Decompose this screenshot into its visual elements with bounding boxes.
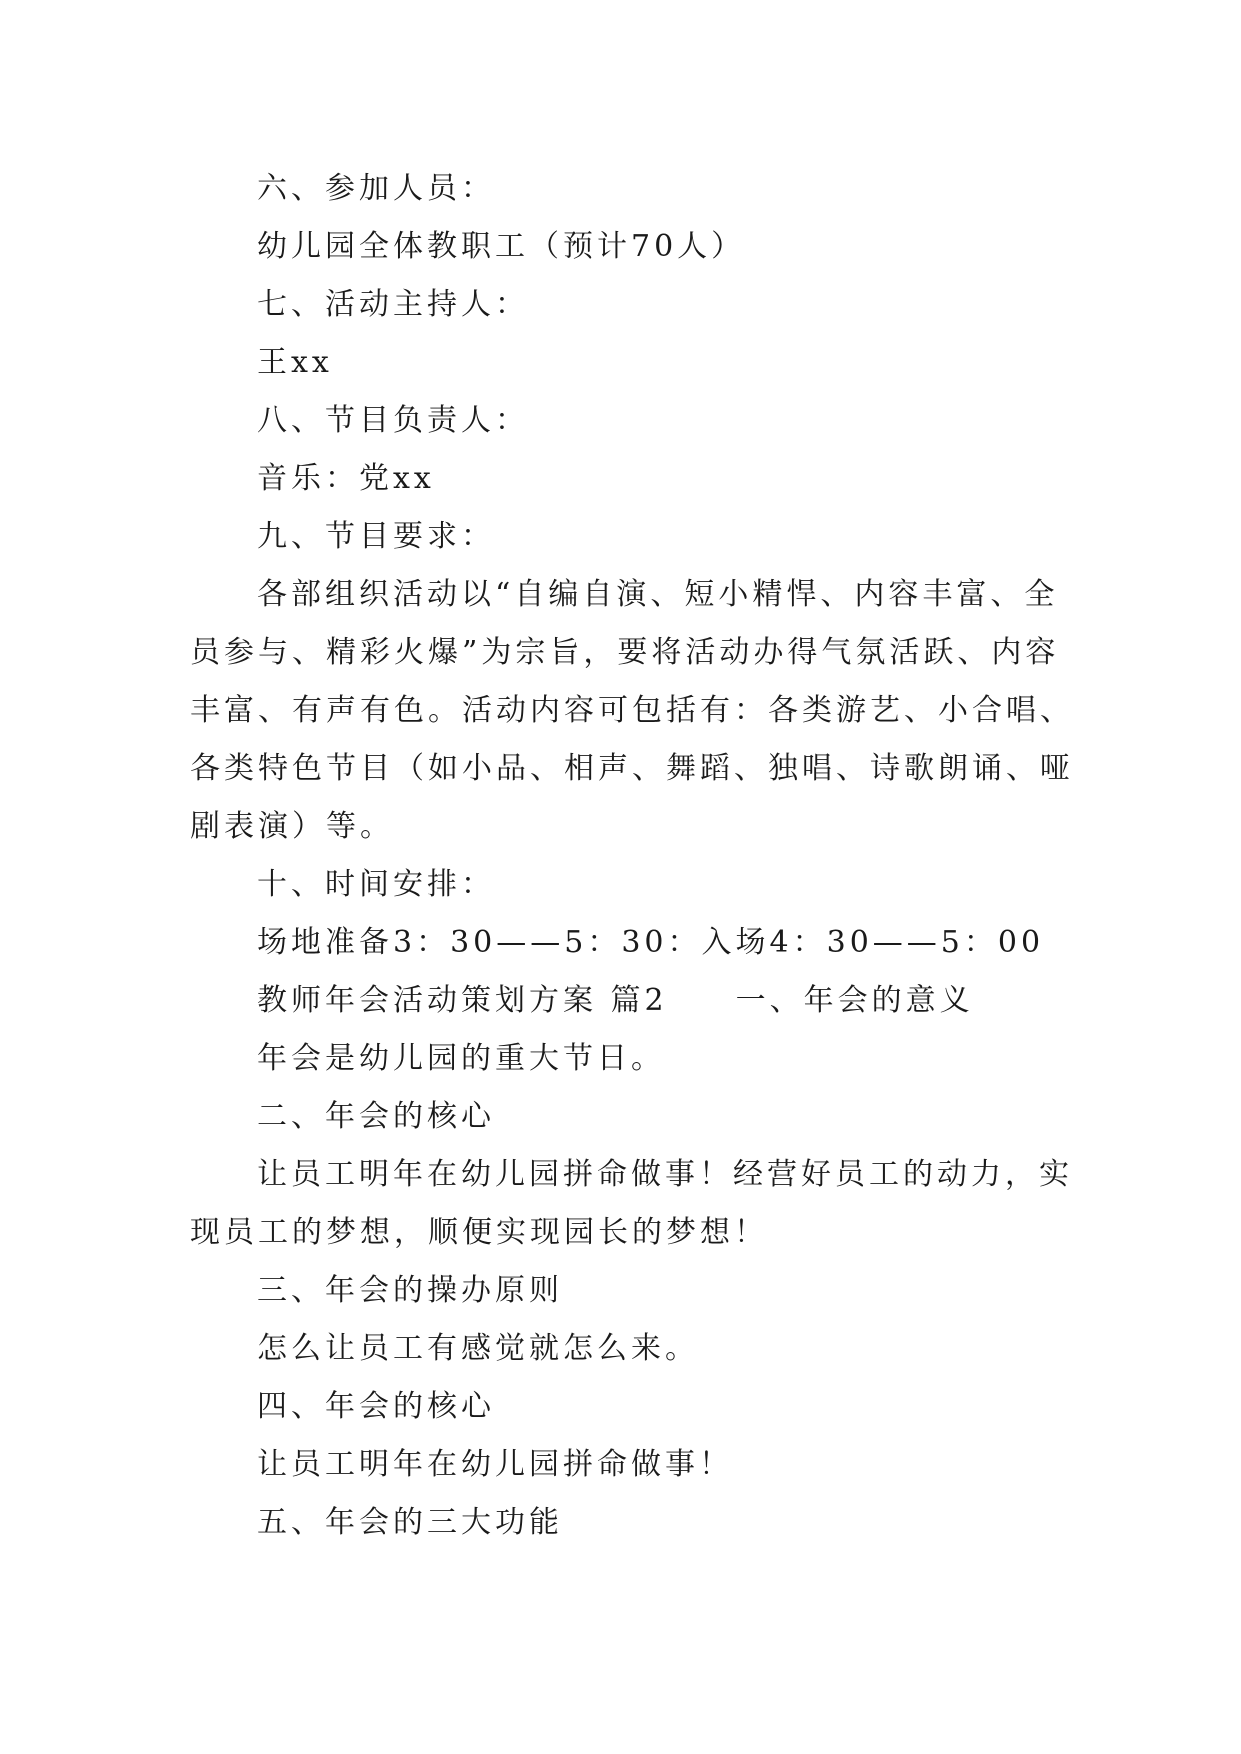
paragraph-line: 各部组织活动以“自编自演、短小精悍、内容丰富、全 <box>257 577 1059 612</box>
document-page <box>190 160 1074 1552</box>
paragraph-line: 丰富、有声有色。活动内容可包括有：各类游艺、小合唱、 <box>190 693 1074 728</box>
section-heading-schedule: 十、时间安排： <box>257 867 495 902</box>
schedule-text: 场地准备3：30——5：30：入场4：30——5：00 <box>257 925 1045 960</box>
section-heading-functions: 五、年会的三大功能 <box>257 1505 563 1540</box>
core-paragraph <box>190 1146 1073 1262</box>
paragraph-line: 现员工的梦想，顺便实现园长的梦想！ <box>190 1215 768 1250</box>
section-heading-principles: 三、年会的操办原则 <box>257 1273 563 1308</box>
paragraph-line: 员参与、精彩火爆”为宗旨，要将活动办得气氛活跃、内容 <box>190 635 1060 670</box>
paragraph-line: 让员工明年在幼儿园拼命做事！经营好员工的动力，实 <box>257 1157 1073 1192</box>
principles-text: 怎么让员工有感觉就怎么来。 <box>257 1331 699 1366</box>
section-heading-program-lead: 八、节目负责人： <box>257 403 529 438</box>
core-text-2: 让员工明年在幼儿园拼命做事！ <box>257 1447 733 1482</box>
participants-text: 幼儿园全体教职工（预计70人） <box>257 229 746 264</box>
section-heading-participants: 六、参加人员： <box>257 171 495 206</box>
section-heading-program-requirements: 九、节目要求： <box>257 519 495 554</box>
meaning-text: 年会是幼儿园的重大节日。 <box>257 1041 665 1076</box>
section-heading-host: 七、活动主持人： <box>257 287 529 322</box>
section-heading-core: 二、年会的核心 <box>257 1099 495 1134</box>
host-text: 王xx <box>257 345 333 380</box>
paragraph-line: 剧表演）等。 <box>190 809 394 844</box>
program-lead-text: 音乐：党xx <box>257 461 435 496</box>
paragraph-line: 各类特色节目（如小品、相声、舞蹈、独唱、诗歌朗诵、哑 <box>190 751 1074 786</box>
plan-title-part2: 教师年会活动策划方案 篇2 一、年会的意义 <box>257 983 974 1018</box>
program-requirements-paragraph <box>190 566 1074 856</box>
section-heading-core-2: 四、年会的核心 <box>257 1389 495 1424</box>
